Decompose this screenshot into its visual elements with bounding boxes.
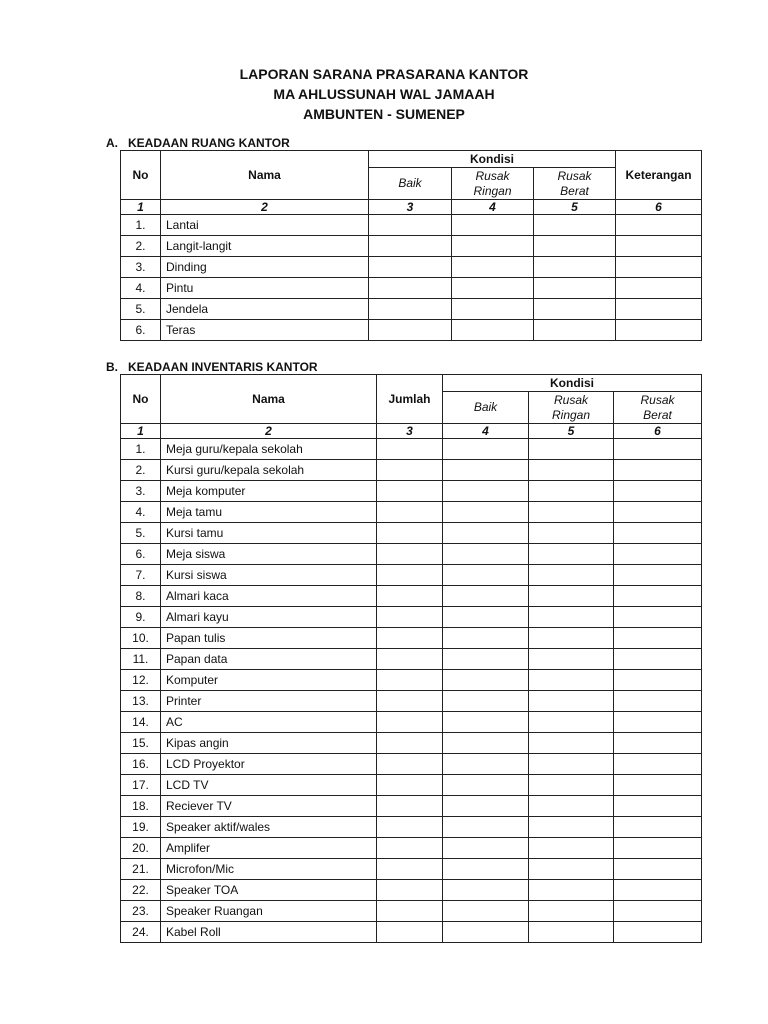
empty-cell — [529, 607, 614, 628]
column-number: 4 — [443, 424, 529, 439]
empty-cell — [616, 257, 702, 278]
header-rusak-berat-line-2: Berat — [560, 183, 589, 198]
empty-cell — [529, 838, 614, 859]
header-keterangan: Keterangan — [616, 151, 702, 200]
section-b-heading — [106, 360, 318, 374]
empty-cell — [534, 257, 616, 278]
empty-cell — [529, 817, 614, 838]
row-nama: Amplifer — [161, 838, 377, 859]
section-b-title: KEADAAN INVENTARIS KANTOR — [128, 360, 318, 374]
row-nama: Lantai — [161, 215, 369, 236]
empty-cell — [529, 775, 614, 796]
row-number: 13. — [121, 691, 161, 712]
empty-cell — [534, 236, 616, 257]
empty-cell — [529, 880, 614, 901]
empty-cell — [377, 607, 443, 628]
empty-cell — [529, 460, 614, 481]
section-b-letter: B. — [106, 360, 118, 374]
empty-cell — [377, 523, 443, 544]
ruang-kantor-rows — [121, 215, 702, 341]
table-row — [121, 859, 702, 880]
row-number: 3. — [121, 257, 161, 278]
row-nama: Speaker Ruangan — [161, 901, 377, 922]
header-nama: Nama — [161, 375, 377, 424]
column-number-row — [121, 200, 702, 215]
empty-cell — [614, 733, 702, 754]
row-nama: Printer — [161, 691, 377, 712]
empty-cell — [452, 278, 534, 299]
table-row — [121, 257, 702, 278]
row-number: 4. — [121, 278, 161, 299]
empty-cell — [369, 299, 452, 320]
table-row — [121, 278, 702, 299]
row-number: 12. — [121, 670, 161, 691]
header-baik: Baik — [443, 392, 529, 424]
section-a-heading — [106, 136, 290, 150]
row-number: 15. — [121, 733, 161, 754]
row-nama: Kabel Roll — [161, 922, 377, 943]
column-number-row — [121, 424, 702, 439]
empty-cell — [369, 257, 452, 278]
table-row — [121, 439, 702, 460]
empty-cell — [534, 320, 616, 341]
empty-cell — [443, 670, 529, 691]
row-number: 5. — [121, 523, 161, 544]
row-nama: Dinding — [161, 257, 369, 278]
row-nama: Teras — [161, 320, 369, 341]
empty-cell — [377, 481, 443, 502]
header-no: No — [121, 151, 161, 200]
row-nama: Reciever TV — [161, 796, 377, 817]
column-number: 6 — [616, 200, 702, 215]
empty-cell — [614, 586, 702, 607]
table-row — [121, 502, 702, 523]
header-no: No — [121, 375, 161, 424]
empty-cell — [614, 628, 702, 649]
row-number: 5. — [121, 299, 161, 320]
header-rusak-berat-line-2: Berat — [643, 407, 672, 422]
table-row — [121, 544, 702, 565]
empty-cell — [443, 880, 529, 901]
empty-cell — [377, 439, 443, 460]
empty-cell — [614, 502, 702, 523]
row-nama: AC — [161, 712, 377, 733]
empty-cell — [443, 649, 529, 670]
row-number: 24. — [121, 922, 161, 943]
row-number: 20. — [121, 838, 161, 859]
header-baik: Baik — [369, 168, 452, 200]
empty-cell — [377, 649, 443, 670]
empty-cell — [534, 278, 616, 299]
empty-cell — [529, 439, 614, 460]
row-nama: Komputer — [161, 670, 377, 691]
row-number: 16. — [121, 754, 161, 775]
empty-cell — [529, 586, 614, 607]
table-row — [121, 670, 702, 691]
empty-cell — [443, 733, 529, 754]
empty-cell — [529, 628, 614, 649]
empty-cell — [377, 796, 443, 817]
empty-cell — [377, 565, 443, 586]
empty-cell — [614, 565, 702, 586]
empty-cell — [529, 502, 614, 523]
empty-cell — [614, 607, 702, 628]
empty-cell — [443, 838, 529, 859]
empty-cell — [443, 586, 529, 607]
row-number: 7. — [121, 565, 161, 586]
empty-cell — [443, 859, 529, 880]
empty-cell — [616, 215, 702, 236]
header-rusak-ringan — [452, 168, 534, 200]
row-nama: Papan data — [161, 649, 377, 670]
empty-cell — [529, 523, 614, 544]
table-row — [121, 691, 702, 712]
empty-cell — [452, 299, 534, 320]
empty-cell — [377, 460, 443, 481]
table-row — [121, 628, 702, 649]
column-number: 2 — [161, 200, 369, 215]
row-nama: Meja komputer — [161, 481, 377, 502]
row-nama: Almari kayu — [161, 607, 377, 628]
header-kondisi: Kondisi — [369, 151, 616, 168]
header-rusak-berat-line-1: Rusak — [557, 168, 592, 183]
empty-cell — [529, 481, 614, 502]
empty-cell — [443, 439, 529, 460]
empty-cell — [369, 320, 452, 341]
empty-cell — [614, 901, 702, 922]
table-row — [121, 565, 702, 586]
row-number: 14. — [121, 712, 161, 733]
empty-cell — [614, 859, 702, 880]
row-number: 22. — [121, 880, 161, 901]
empty-cell — [614, 649, 702, 670]
empty-cell — [443, 460, 529, 481]
table-row — [121, 712, 702, 733]
empty-cell — [377, 901, 443, 922]
ruang-kantor-table — [120, 150, 702, 341]
empty-cell — [529, 691, 614, 712]
column-number: 6 — [614, 424, 702, 439]
row-nama: Papan tulis — [161, 628, 377, 649]
empty-cell — [529, 712, 614, 733]
empty-cell — [529, 922, 614, 943]
row-number: 1. — [121, 215, 161, 236]
header-nama: Nama — [161, 151, 369, 200]
column-number: 1 — [121, 200, 161, 215]
row-nama: Kursi tamu — [161, 523, 377, 544]
empty-cell — [614, 544, 702, 565]
header-rusak-ringan-line-1: Rusak — [475, 168, 510, 183]
empty-cell — [616, 320, 702, 341]
empty-cell — [377, 838, 443, 859]
row-nama: Jendela — [161, 299, 369, 320]
header-kondisi: Kondisi — [443, 375, 702, 392]
column-number: 3 — [369, 200, 452, 215]
row-number: 6. — [121, 544, 161, 565]
row-number: 17. — [121, 775, 161, 796]
header-jumlah: Jumlah — [377, 375, 443, 424]
empty-cell — [452, 320, 534, 341]
empty-cell — [443, 796, 529, 817]
empty-cell — [443, 817, 529, 838]
empty-cell — [377, 922, 443, 943]
empty-cell — [614, 754, 702, 775]
row-nama: Microfon/Mic — [161, 859, 377, 880]
row-nama: Pintu — [161, 278, 369, 299]
table-row — [121, 586, 702, 607]
empty-cell — [443, 565, 529, 586]
column-number: 4 — [452, 200, 534, 215]
empty-cell — [443, 607, 529, 628]
empty-cell — [377, 628, 443, 649]
empty-cell — [614, 523, 702, 544]
empty-cell — [616, 236, 702, 257]
empty-cell — [529, 754, 614, 775]
empty-cell — [614, 481, 702, 502]
header-rusak-berat — [534, 168, 616, 200]
empty-cell — [529, 670, 614, 691]
row-number: 3. — [121, 481, 161, 502]
row-number: 4. — [121, 502, 161, 523]
row-nama: Almari kaca — [161, 586, 377, 607]
column-number: 1 — [121, 424, 161, 439]
empty-cell — [377, 880, 443, 901]
row-number: 23. — [121, 901, 161, 922]
row-nama: Speaker aktif/wales — [161, 817, 377, 838]
empty-cell — [452, 236, 534, 257]
empty-cell — [443, 691, 529, 712]
row-nama: LCD TV — [161, 775, 377, 796]
table-row — [121, 754, 702, 775]
row-nama: Meja guru/kepala sekolah — [161, 439, 377, 460]
empty-cell — [369, 278, 452, 299]
empty-cell — [443, 481, 529, 502]
row-number: 2. — [121, 460, 161, 481]
table-row — [121, 523, 702, 544]
row-nama: Kipas angin — [161, 733, 377, 754]
empty-cell — [534, 299, 616, 320]
table-row — [121, 901, 702, 922]
empty-cell — [529, 565, 614, 586]
empty-cell — [529, 859, 614, 880]
inventaris-kantor-rows — [121, 439, 702, 943]
table-row — [121, 215, 702, 236]
empty-cell — [443, 901, 529, 922]
empty-cell — [616, 299, 702, 320]
table-row — [121, 320, 702, 341]
header-rusak-ringan-line-2: Ringan — [551, 407, 591, 422]
header-rusak-ringan — [529, 392, 614, 424]
table-row — [121, 236, 702, 257]
empty-cell — [616, 278, 702, 299]
column-number: 2 — [161, 424, 377, 439]
empty-cell — [377, 544, 443, 565]
empty-cell — [443, 523, 529, 544]
title-line-1: LAPORAN SARANA PRASARANA KANTOR — [239, 66, 529, 82]
table-row — [121, 460, 702, 481]
empty-cell — [529, 733, 614, 754]
empty-cell — [443, 754, 529, 775]
column-number: 5 — [534, 200, 616, 215]
header-rusak-berat-line-1: Rusak — [640, 392, 675, 407]
empty-cell — [614, 838, 702, 859]
row-nama: Speaker TOA — [161, 880, 377, 901]
header-rusak-ringan-line-1: Rusak — [553, 392, 588, 407]
empty-cell — [443, 775, 529, 796]
empty-cell — [529, 544, 614, 565]
empty-cell — [529, 796, 614, 817]
table-row — [121, 733, 702, 754]
empty-cell — [614, 691, 702, 712]
empty-cell — [377, 775, 443, 796]
header-rusak-ringan-line-2: Ringan — [473, 183, 512, 198]
row-nama: Kursi guru/kepala sekolah — [161, 460, 377, 481]
empty-cell — [377, 817, 443, 838]
empty-cell — [377, 670, 443, 691]
row-number: 19. — [121, 817, 161, 838]
table-row — [121, 880, 702, 901]
empty-cell — [377, 586, 443, 607]
table-row — [121, 607, 702, 628]
row-number: 21. — [121, 859, 161, 880]
empty-cell — [369, 236, 452, 257]
row-number: 8. — [121, 586, 161, 607]
table-row — [121, 817, 702, 838]
empty-cell — [614, 775, 702, 796]
empty-cell — [377, 502, 443, 523]
empty-cell — [614, 439, 702, 460]
empty-cell — [443, 922, 529, 943]
row-number: 10. — [121, 628, 161, 649]
table-row — [121, 299, 702, 320]
column-number: 5 — [529, 424, 614, 439]
row-nama: Meja siswa — [161, 544, 377, 565]
empty-cell — [614, 880, 702, 901]
title-line-2: MA AHLUSSUNAH WAL JAMAAH — [273, 86, 495, 102]
table-row — [121, 649, 702, 670]
row-number: 1. — [121, 439, 161, 460]
report-title — [0, 64, 768, 124]
inventaris-kantor-table — [120, 374, 702, 943]
row-nama: LCD Proyektor — [161, 754, 377, 775]
title-line-3: AMBUNTEN - SUMENEP — [303, 106, 465, 122]
table-row — [121, 796, 702, 817]
empty-cell — [614, 922, 702, 943]
table-row — [121, 481, 702, 502]
empty-cell — [377, 733, 443, 754]
empty-cell — [614, 796, 702, 817]
empty-cell — [443, 712, 529, 733]
empty-cell — [377, 712, 443, 733]
empty-cell — [377, 754, 443, 775]
empty-cell — [443, 502, 529, 523]
row-number: 11. — [121, 649, 161, 670]
table-row — [121, 922, 702, 943]
empty-cell — [529, 649, 614, 670]
column-number: 3 — [377, 424, 443, 439]
empty-cell — [443, 628, 529, 649]
row-number: 6. — [121, 320, 161, 341]
empty-cell — [614, 460, 702, 481]
table-row — [121, 775, 702, 796]
header-rusak-berat — [614, 392, 702, 424]
row-nama: Kursi siswa — [161, 565, 377, 586]
empty-cell — [614, 712, 702, 733]
row-number: 9. — [121, 607, 161, 628]
empty-cell — [377, 859, 443, 880]
empty-cell — [614, 670, 702, 691]
empty-cell — [369, 215, 452, 236]
empty-cell — [534, 215, 616, 236]
empty-cell — [529, 901, 614, 922]
section-a-letter: A. — [106, 136, 118, 150]
row-nama: Meja tamu — [161, 502, 377, 523]
row-number: 2. — [121, 236, 161, 257]
section-a-title: KEADAAN RUANG KANTOR — [128, 136, 290, 150]
empty-cell — [377, 691, 443, 712]
row-number: 18. — [121, 796, 161, 817]
empty-cell — [452, 215, 534, 236]
empty-cell — [443, 544, 529, 565]
empty-cell — [452, 257, 534, 278]
row-nama: Langit-langit — [161, 236, 369, 257]
empty-cell — [614, 817, 702, 838]
table-row — [121, 838, 702, 859]
